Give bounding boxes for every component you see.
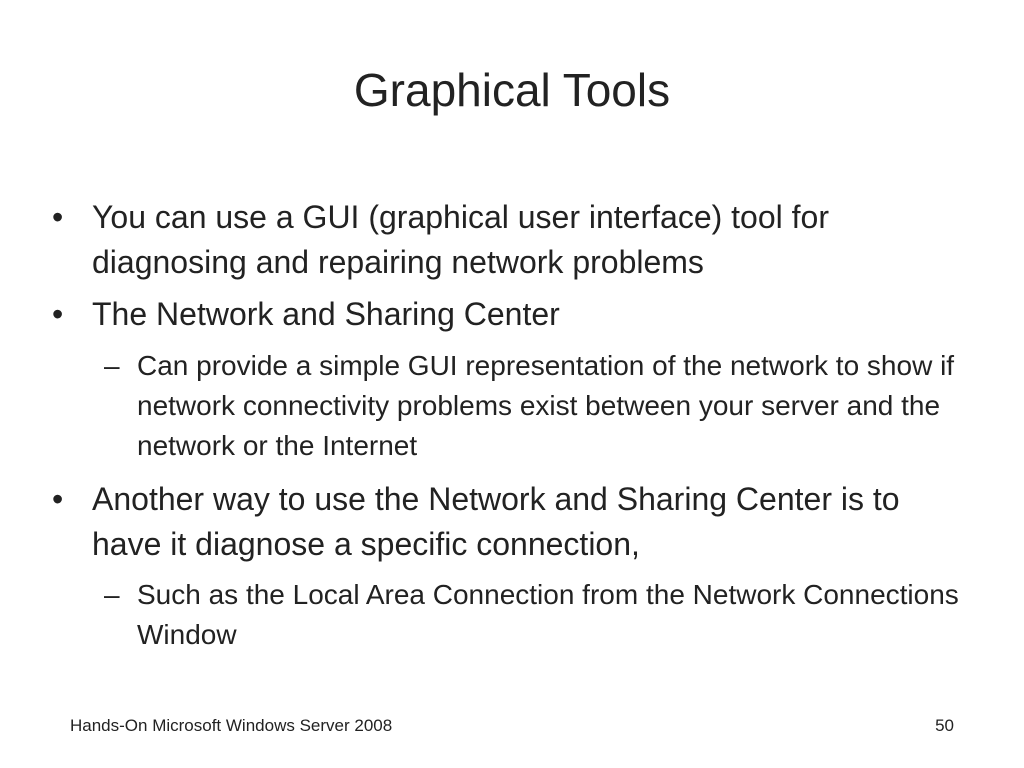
- sub-bullet-item: [104, 575, 964, 655]
- bullet-marker: •: [52, 481, 64, 517]
- sub-bullet-marker: –: [104, 579, 120, 610]
- sub-bullet-item: [104, 346, 964, 466]
- footer-book-title: Hands-On Microsoft Windows Server 2008: [70, 716, 393, 735]
- bullet-text: The Network and Sharing Center: [92, 296, 560, 332]
- sub-bullet-text: Can provide a simple GUI representation of the network to show if network connectivity problems exist between your server and the network or the Internet: [137, 350, 955, 461]
- bullet-marker: •: [52, 199, 64, 235]
- bullet-text: Another way to use the Network and Sharing Center is to have it diagnose a specific connection,: [92, 481, 900, 562]
- footer-page-number: 50: [935, 716, 954, 735]
- slide-title: Graphical Tools: [353, 64, 671, 116]
- sub-bullet-text: Such as the Local Area Connection from the Network Connections Window: [137, 579, 959, 650]
- bullet-item: [52, 477, 962, 567]
- bullet-item: [52, 292, 962, 337]
- bullet-marker: •: [52, 296, 64, 332]
- bullet-text: You can use a GUI (graphical user interface) tool for diagnosing and repairing network problems: [92, 199, 829, 280]
- bullet-item: [52, 195, 962, 285]
- sub-bullet-marker: –: [104, 350, 120, 381]
